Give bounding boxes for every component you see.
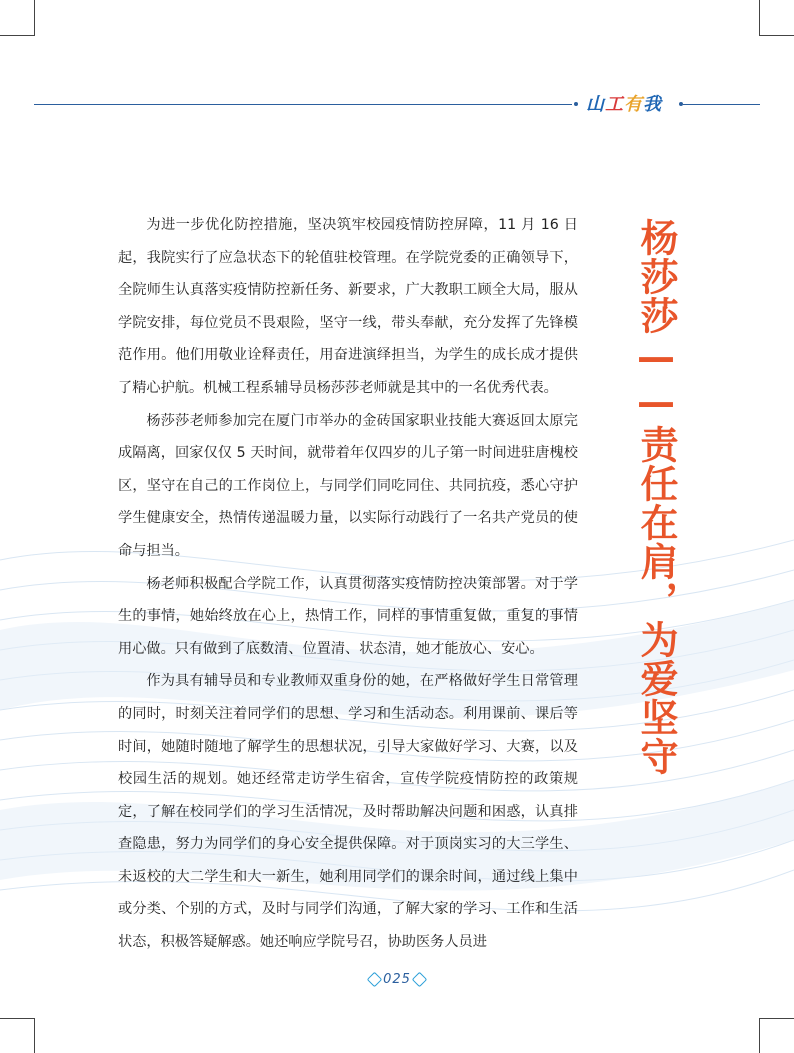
header-rule-dot <box>574 102 578 106</box>
article-title: 杨莎莎——责任在肩，为爱坚守 <box>634 218 678 776</box>
article-paragraph: 杨老师积极配合学院工作，认真贯彻落实疫情防控决策部署。对于学生的事情，她始终放在心上，热情工作，同样的事情重复做，重复的事情用心做。只有做到了底数清、位置清、状态清，她才能放心、安心。 <box>118 575 578 657</box>
crop-mark-bottom-right-v <box>759 1018 760 1053</box>
article-paragraph: 作为具有辅导员和专业教师双重身份的她，在严格做好学生日常管理的同时，时刻关注着同学们的思想、学习和生活动态。利用课前、课后等时间，她随时随地了解学生的思想状况，引导大家做好学习、大赛，以及校园生活的规划。她还经常走访学生宿舍，宣传学院疫情防控的政策规定，了解在校同学们的学习生活情况，及时帮助解决问题和困惑，认真排查隐患，努力为同学们的身心安全提供保障。对于顶岗实习的大三学生、未返校的大二学生和大一新生，她利用同学们的课余时间，通过线上集中或分类、个别的方式，及时与同学们沟通，了解大家的学习、工作和生活状态，积极答疑解惑。她还响应学院号召，协助医务人员进 <box>118 673 578 951</box>
brand-char: 有 <box>624 94 643 115</box>
crop-mark-top-right-v <box>759 0 760 36</box>
article-body <box>118 209 578 959</box>
page-number-text: 025 <box>383 972 411 987</box>
brand-char: 我 <box>643 94 662 115</box>
crop-mark-bottom-left-v <box>34 1018 35 1053</box>
crop-mark-top-left-h <box>0 35 35 36</box>
header-rule-left <box>34 104 572 105</box>
article-paragraph: 杨莎莎老师参加完在厦门市举办的金砖国家职业技能大赛返回太原完成隔离，回家仅仅 5 天时间，就带着年仅四岁的儿子第一时间进驻唐槐校区，坚守在自己的工作岗位上，与同学们同吃同住、共同抗疫，悉心守护学生健康安全，热情传递温暖力量，以实际行动践行了一名共产党员的使命与担当。 <box>118 412 578 559</box>
brand-char: 山 <box>586 94 605 115</box>
hexagon-icon <box>367 972 383 988</box>
page-number <box>0 972 794 987</box>
brand-logo <box>586 90 662 116</box>
article-paragraph: 为进一步优化防控措施，坚决筑牢校园疫情防控屏障，11 月 16 日起，我院实行了应急状态下的轮值驻校管理。在学院党委的正确领导下，全院师生认真落实疫情防控新任务、新要求，广大教职工顾全大局，服从学院安排，每位党员不畏艰险，坚守一线，带头奉献，充分发挥了先锋模范作用。他们用敬业诠释责任，用奋进演绎担当，为学生的成长成才提供了精心护航。机械工程系辅导员杨莎莎老师就是其中的一名优秀代表。 <box>118 217 578 396</box>
hexagon-icon <box>412 972 428 988</box>
header-rule-right <box>683 104 760 105</box>
crop-mark-bottom-right-h <box>759 1018 794 1019</box>
crop-mark-top-left-v <box>34 0 35 36</box>
crop-mark-top-right-h <box>759 35 794 36</box>
crop-mark-bottom-left-h <box>0 1018 35 1019</box>
brand-char: 工 <box>605 94 624 115</box>
